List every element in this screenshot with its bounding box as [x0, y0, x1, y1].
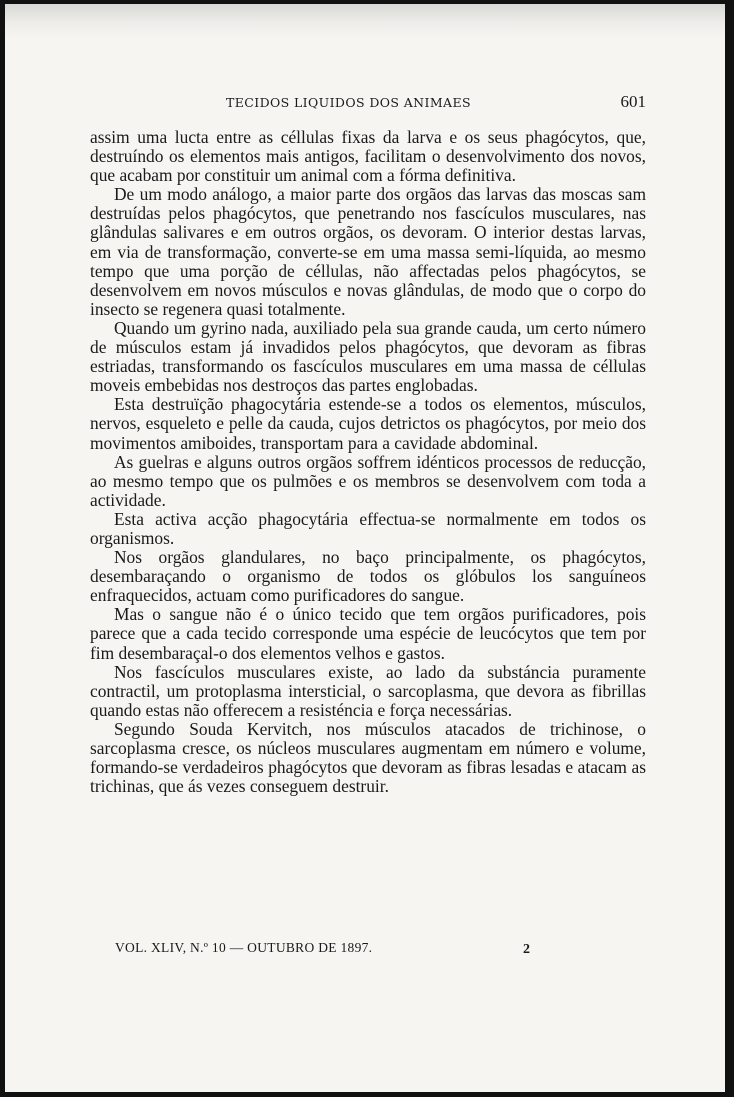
paragraph: assim uma lucta entre as céllulas fixas da larva e os seus phagócytos, que, destruíndo os elementos mais antigos, facilitam o desenvolvimento dos novos, que acabam por constituir um animal com a fórma definitiva.: [90, 127, 646, 186]
scan-shadow: [5, 4, 725, 38]
paragraph: Quando um gyrino nada, auxiliado pela sua grande cauda, um certo número de músculos estam já invadidos pelos phagócytos, que devoram as fibras estriadas, transformando os fascículos musculares em uma massa de céllulas moveis embebidas nos destroços das partes englobadas.: [90, 317, 646, 396]
page-footer: [90, 940, 646, 960]
page-header: [90, 92, 646, 114]
body-text: [90, 128, 646, 796]
running-title: TECIDOS LIQUIDOS DOS ANIMAES: [226, 95, 471, 110]
scan-border-top: [0, 0, 734, 4]
page-number: 601: [620, 92, 646, 111]
signature-mark: 2: [523, 942, 530, 957]
paragraph: Mas o sangue não é o único tecido que tem orgãos purificadores, pois parece que a cada tecido corresponde uma espécie de leucócytos que tem por fim desembaraçal-o dos elementos velhos e gastos.: [90, 604, 646, 663]
paragraph: Segundo Souda Kervitch, nos músculos atacados de trichinose, o sarcoplasma cresce, os núcleos musculares augmentam em número e volume, formando-se verdadeiros phagócytos que devoram as fibras lesadas e atacam as trichinas, que ás vezes conseguem destruir.: [90, 718, 646, 797]
paragraph: As guelras e alguns outros orgãos soffrem idénticos processos de reducção, ao mesmo tempo que os pulmões e os membros se desenvolvem com toda a actividade.: [90, 451, 646, 510]
paragraph: Nos fascículos musculares existe, ao lado da substáncia puramente contractil, um protoplasma intersticial, o sarcoplasma, que devora as fibrillas quando estas não offerecem a resisténcia e força necessárias.: [90, 661, 646, 720]
scan-border-left: [0, 0, 5, 1097]
volume-line: VOL. XLIV, N.º 10 — OUTUBRO DE 1897.: [115, 940, 373, 955]
paragraph: Esta destruïção phagocytária estende-se a todos os elementos, músculos, nervos, esqueleto e pelle da cauda, cujos detrictos os phagócytos, por meio dos movimentos amiboides, transportam para a cavidade abdominal.: [90, 394, 646, 453]
paragraph: Esta activa acção phagocytária effectua-se normalmente em todos os organismos.: [90, 508, 646, 548]
paragraph: Nos orgãos glandulares, no baço principalmente, os phagócytos, desembaraçando o organismo de todos os glóbulos los sanguíneos enfraquecidos, actuam como purificadores do sangue.: [90, 547, 646, 606]
paragraph: De um modo análogo, a maior parte dos orgãos das larvas das moscas sam destruídas pelos phagócytos, que penetrando nos fascículos musculares, nas glândulas salivares e em outros orgãos, os devoram. O interior destas larvas, em via de transformação, converte-se em uma massa semi-líquida, ao mesmo tempo que uma porção de céllulas, não affectadas pelos phagócytos, se desenvolvem em novos músculos e novas glândulas, de modo que o corpo do insecto se regenera quasi totalmente.: [90, 184, 646, 319]
scan-border-bottom: [0, 1092, 734, 1097]
scan-border-right: [725, 0, 734, 1097]
